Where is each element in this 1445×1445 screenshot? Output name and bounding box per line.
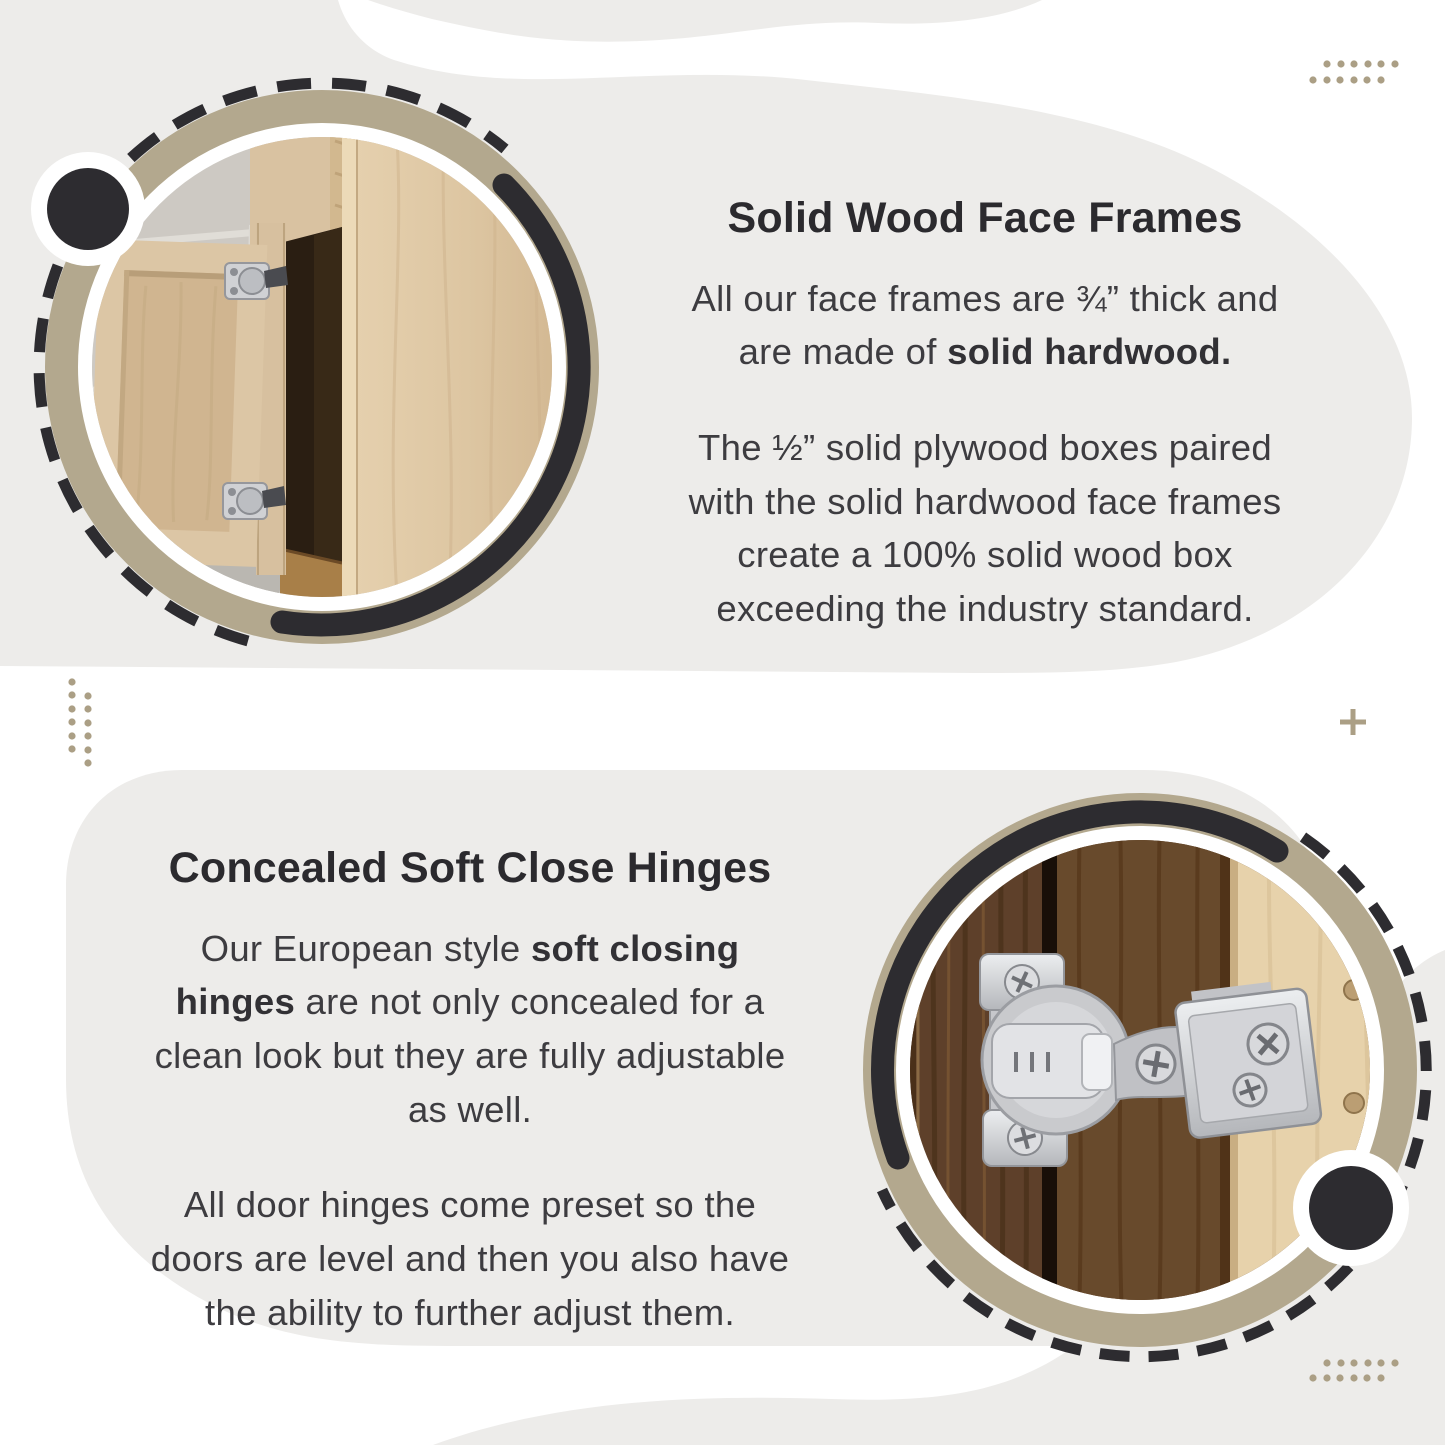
paragraph-text: All our face frames are ¾” thick and are made of [691, 277, 1279, 373]
badge-circle-bottom-right [1293, 1150, 1409, 1266]
paragraph-bold-text: soft closing hinges [175, 927, 740, 1023]
cabinet-photo-figure [12, 57, 632, 677]
hinges-heading: Concealed Soft Close Hinges [168, 844, 772, 892]
hinges-paragraph-2: All door hinges come preset so the doors are level and then you also have the ability to further adjust them. [150, 1184, 790, 1333]
hinge-photo-figure [830, 760, 1445, 1390]
section-hinges [140, 842, 800, 1339]
face-frames-paragraph-1 [675, 272, 1295, 379]
paragraph-text: Our European style [200, 927, 531, 969]
hinges-paragraph-1 [140, 922, 800, 1137]
face-frames-heading: Solid Wood Face Frames [727, 194, 1243, 242]
paragraph-text: are not only concealed for a clean look but they are fully adjustable as well. [154, 981, 786, 1130]
section-face-frames [675, 192, 1295, 636]
face-frames-paragraph-2: The ½” solid plywood boxes paired with the solid hardwood face frames create a 100% solid wood box exceeding the industry standard. [688, 427, 1282, 629]
badge-circle-top-left [31, 152, 145, 266]
shelf-pin-hole [1344, 1093, 1364, 1113]
paragraph-bold-text: solid hardwood. [947, 331, 1232, 373]
